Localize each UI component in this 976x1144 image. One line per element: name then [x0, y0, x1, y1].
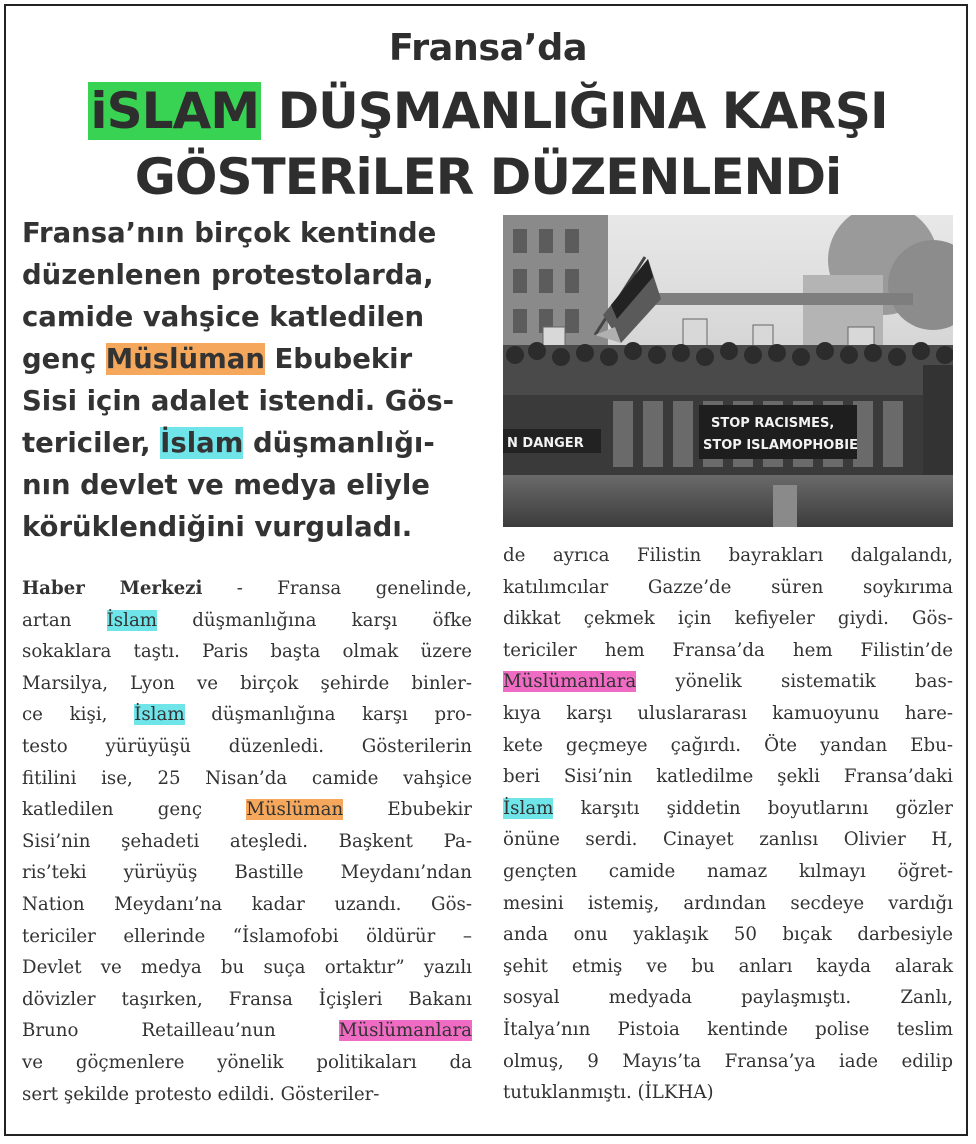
headline-line-2: GÖSTERiLER DÜZENLENDi [134, 148, 842, 206]
body-line: gençten camide namaz kılmayı öğret- [503, 860, 953, 882]
line-text: yönelik sistematik bas- [636, 671, 953, 693]
body-line: Sisi’nin şehadeti ateşledi. Başkent Pa- [22, 830, 472, 852]
lead-line: Sisi için adalet istendi. Gös- [22, 385, 455, 417]
lead-line: Fransa’nın birçok kentinde [22, 217, 437, 249]
lead-line: körüklendiğini vurguladı. [22, 511, 413, 543]
protest-photo [503, 215, 953, 527]
headline-highlight: iSLAM [90, 82, 260, 140]
body-line: mesini istemiş, ardından secdeye vardığı [503, 892, 953, 914]
body-line [22, 605, 472, 637]
lead-line: düzenlenen protestolarda, [22, 259, 434, 291]
body-line: İtalya’nın Pistoia kentinde polise teslim [503, 1018, 953, 1040]
line-text: düşmanlığına karşı öfke [157, 609, 472, 631]
body-line: dövizler taşırken, Fransa İçişleri Bakanı [22, 988, 472, 1010]
body-line: tericiler hem Fransa’da hem Filistin’de [503, 639, 953, 661]
line-text: düşmanlığı- [243, 427, 435, 459]
lead-line: camide vahşice katledilen [22, 301, 425, 333]
body-line [503, 793, 953, 825]
body-line: Nation Meydanı’na kadar uzandı. Gös- [22, 893, 472, 915]
body-line: ve göçmenlere yönelik politikaları da [22, 1051, 472, 1073]
body-line: kete geçmeye çağırdı. Öte yandan Ebu- [503, 734, 953, 756]
headline-kicker: Fransa’da [388, 26, 588, 69]
body-line: ris’teki yürüyüş Bastille Meydanı’ndan [22, 862, 472, 884]
highlighted-word: İslam [503, 797, 554, 819]
byline: Haber Merkezi [22, 578, 203, 599]
body-line: Marsilya, Lyon ve birçok şehirde binler- [22, 672, 472, 694]
lead-line [22, 422, 492, 464]
body-line [22, 794, 472, 826]
body-line [503, 666, 953, 698]
highlighted-word: Müslüman [246, 799, 344, 821]
lead-line: nın devlet ve medya eliyle [22, 469, 430, 501]
lead-line [22, 338, 492, 380]
line-text: Bruno Retailleau’nun [22, 1020, 339, 1042]
line-text: katledilen genç [22, 799, 247, 821]
line-text: artan [22, 609, 107, 631]
body-line: önüne serdi. Cinayet zanlısı Olivier H, [503, 829, 953, 851]
highlighted-word: İslam [134, 704, 185, 726]
line-text: tericiler, [22, 427, 161, 459]
body-line [22, 1015, 472, 1047]
body-line: olmuş, 9 Mayıs’ta Fransa’ya iade edilip [503, 1050, 953, 1072]
line-text: düşmanlığına karşı pro- [184, 704, 472, 726]
body-line: kıya karşı uluslararası kamuoyunu hare- [503, 702, 953, 724]
highlighted-word: Müslüman [105, 343, 265, 375]
protest-photo-illustration [503, 215, 953, 527]
body-line: Devlet ve medya bu suça ortaktır” yazılı [22, 957, 472, 979]
highlighted-word: İslam [160, 427, 244, 459]
line-text: Ebubekir [343, 799, 473, 821]
headline-line-1 [0, 82, 976, 140]
banner-line-1: STOP RACISMES, [711, 416, 835, 431]
body-line: tutuklanmıştı. (İLKHA) [503, 1082, 714, 1104]
body-line: dikkat çekmek için kefiyeler giydi. Gös- [503, 608, 953, 630]
body-column-1 [22, 573, 472, 1110]
body-line: katılımcılar Gazze’de süren soykırıma [503, 576, 953, 598]
banner-line-2: STOP ISLAMOPHOBIE [703, 438, 858, 453]
line-text: Ebubekir [264, 343, 413, 375]
headline-line-1-rest: DÜŞMANLIĞINA KARŞI [261, 82, 888, 140]
body-line [22, 699, 472, 731]
highlighted-word: İslam [106, 609, 158, 631]
body-line: anda onu yaklaşık 50 bıçak darbesiyle [503, 924, 953, 946]
banner-left-text: N DANGER [507, 436, 584, 451]
body-line: fitilini ise, 25 Nisan’da camide vahşice [22, 767, 472, 789]
line-text: ce kişi, [22, 704, 135, 726]
body-line: sokaklara taştı. Paris başta olmak üzere [22, 641, 472, 663]
body-line: beri Sisi’nin katledilme şekli Fransa’daki [503, 766, 953, 788]
line-text: genç [22, 343, 106, 375]
body-line: tericiler ellerinde “İslamofobi öldürür – [22, 925, 472, 947]
highlighted-word: Müslümanlara [503, 671, 637, 693]
lead-paragraph [22, 212, 492, 548]
body-line: şehit etmiş ve bu anları kayda alarak [503, 955, 953, 977]
body-line: de ayrıca Filistin bayrakları dalgalandı, [503, 545, 953, 566]
body-column-2 [503, 540, 953, 1109]
body-line [22, 573, 472, 605]
line-text: karşıtı şiddetin boyutlarını gözler [553, 797, 953, 819]
body-line: sert şekilde protesto edildi. Gösteriler- [22, 1083, 380, 1105]
body-line: sosyal medyada paylaşmıştı. Zanlı, [503, 987, 953, 1009]
highlighted-word: Müslümanlara [338, 1020, 472, 1042]
line-text: - Fransa genelinde, [202, 578, 473, 599]
body-line: testo yürüyüşü düzenledi. Gösterilerin [22, 735, 472, 757]
